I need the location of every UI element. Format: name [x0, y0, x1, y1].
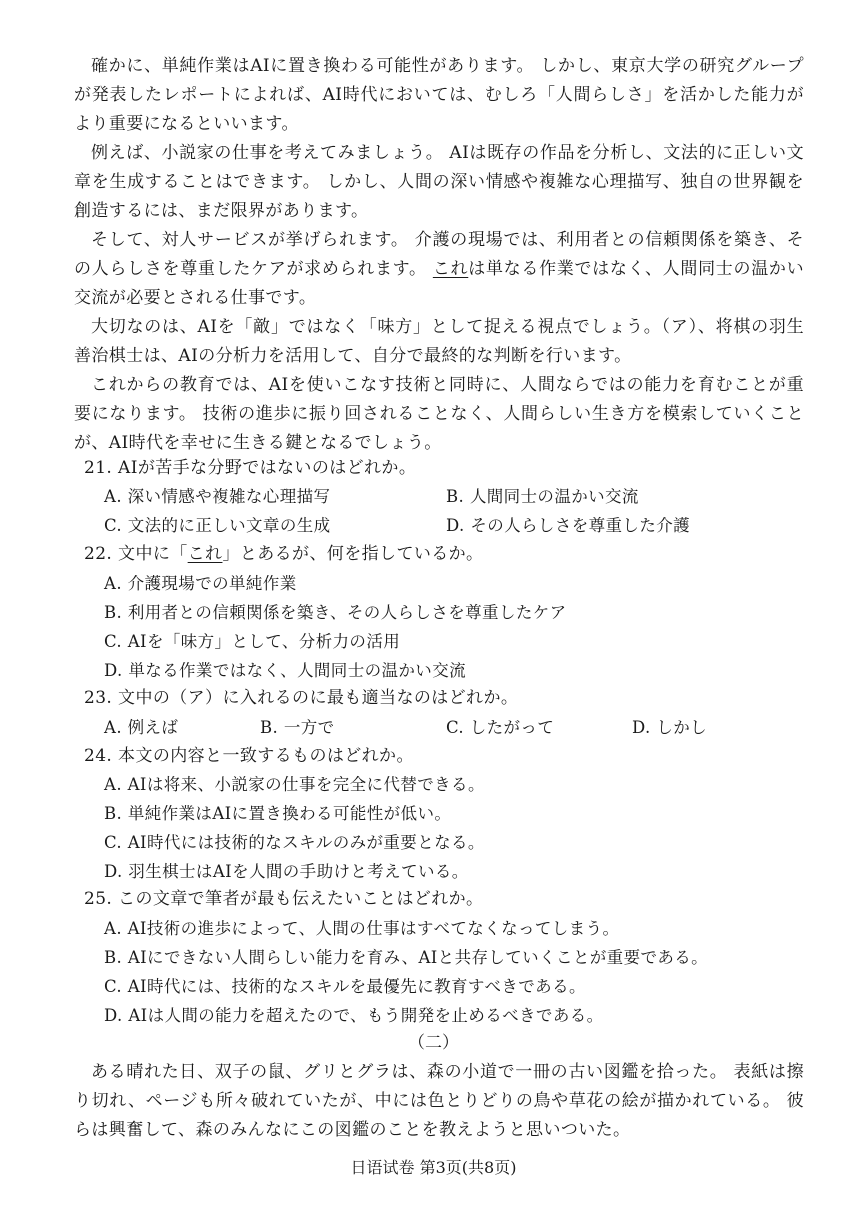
q21-option-d: D. その人らしさを尊重した介護 [446, 516, 691, 535]
q24-option-a: A. AIは将来、小説家の仕事を完全に代替できる。 [104, 775, 485, 794]
q23-option-c: C. したがって [446, 718, 555, 737]
passage-paragraph-2: 例えば、小説家の仕事を考えてみましょう。 AIは既存の作品を分析し、文法的に正しい文章を生成することはできます。 しかし、人間の深い情感や複雑な心理描写、独自の世界観を創造するには、まだ限界があります。 [74, 143, 804, 221]
q21-option-c: C. 文法的に正しい文章の生成 [104, 516, 331, 535]
underlined-kore: これ [432, 259, 469, 279]
passage-paragraph-1: 確かに、単純作業はAIに置き換わる可能性があります。 しかし、東京大学の研究グループが発表したレポートによれば、AI時代においては、むしろ「人間らしさ」を活かした能力がより重要になるといいます。 [74, 56, 804, 134]
question-21: 21. AIが苦手な分野ではないのはどれか。 [84, 458, 417, 478]
q22-stem-after: 」とあるが、何を指しているか。 [222, 544, 484, 564]
question-23: 23. 文中の（ア）に入れるのに最も適当なのはどれか。 [84, 688, 519, 708]
q25-option-d: D. AIは人間の能力を超えたので、もう開発を止めるべきである。 [104, 1006, 604, 1025]
passage-paragraph-3-before: そして、対人サービスが挙げられます。 介護の現場では、利用者との信頼関係を築き、その人らしさを尊重したケアが求められます。 [74, 230, 804, 279]
passage-paragraph-4: 大切なのは、AIを「敵」ではなく「味方」として捉える視点でしょう。（ア）、将棋の羽生善治棋士は、AIの分析力を活用して、自分で最終的な判断を行います。 [74, 317, 804, 366]
q22-stem-before: 22. 文中に「 [84, 544, 188, 564]
q22-underlined-kore: これ [187, 544, 223, 564]
passage-paragraph-3-after: は単なる作業ではなく、人間同士の温かい交流が必要とされる仕事です。 [74, 259, 804, 308]
q23-option-d: D. しかし [632, 718, 708, 737]
section-two-paragraph: ある晴れた日、双子の鼠、グリとグラは、森の小道で一冊の古い図鑑を拾った。 表紙は擦り切れ、ページも所々破れていたが、中には色とりどりの鳥や草花の絵が描かれている。 彼らは興奮して、森のみんなにこの図鑑のことを教えようと思いついた。 [74, 1062, 804, 1140]
q24-option-b: B. 単純作業はAIに置き換わる可能性が低い。 [104, 804, 452, 823]
page-footer: 日语试卷 第3页(共8页) [350, 1158, 517, 1177]
passage-paragraph-3 [74, 226, 804, 313]
question-22 [84, 540, 483, 569]
q22-option-a: A. 介護現場での単純作業 [104, 574, 297, 593]
q24-option-d: D. 羽生棋士はAIを人間の手助けと考えている。 [104, 862, 469, 881]
q23-option-b: B. 一方で [260, 718, 335, 737]
q25-option-c: C. AI時代には、技術的なスキルを最優先に教育すべきである。 [104, 977, 586, 996]
question-25: 25. この文章で筆者が最も伝えたいことはどれか。 [84, 889, 484, 909]
passage-paragraph-5: これからの教育では、AIを使いこなす技術と同時に、人間ならではの能力を育むことが重要になります。 技術の進歩に振り回されることなく、人間らしい生き方を模索していくことが、AI時代を幸せに生きる鍵となるでしょう。 [74, 375, 804, 453]
q23-option-a: A. 例えば [104, 718, 179, 737]
q25-option-b: B. AIにできない人間らしい能力を育み、AIと共存していくことが重要である。 [104, 948, 709, 967]
section-two-heading: （二） [408, 1033, 459, 1053]
q24-option-c: C. AI時代には技術的なスキルのみが重要となる。 [104, 833, 485, 852]
question-24: 24. 本文の内容と一致するものはどれか。 [84, 746, 414, 766]
q25-option-a: A. AI技術の進歩によって、人間の仕事はすべてなくなってしまう。 [104, 919, 620, 938]
q22-option-c: C. AIを「味方」として、分析力の活用 [104, 632, 401, 651]
q21-option-b: B. 人間同士の温かい交流 [446, 487, 639, 506]
q21-option-a: A. 深い情感や複雑な心理描写 [104, 487, 331, 506]
q22-option-b: B. 利用者との信頼関係を築き、その人らしさを尊重したケア [104, 603, 567, 622]
q22-option-d: D. 単なる作業ではなく、人間同士の温かい交流 [104, 661, 467, 680]
